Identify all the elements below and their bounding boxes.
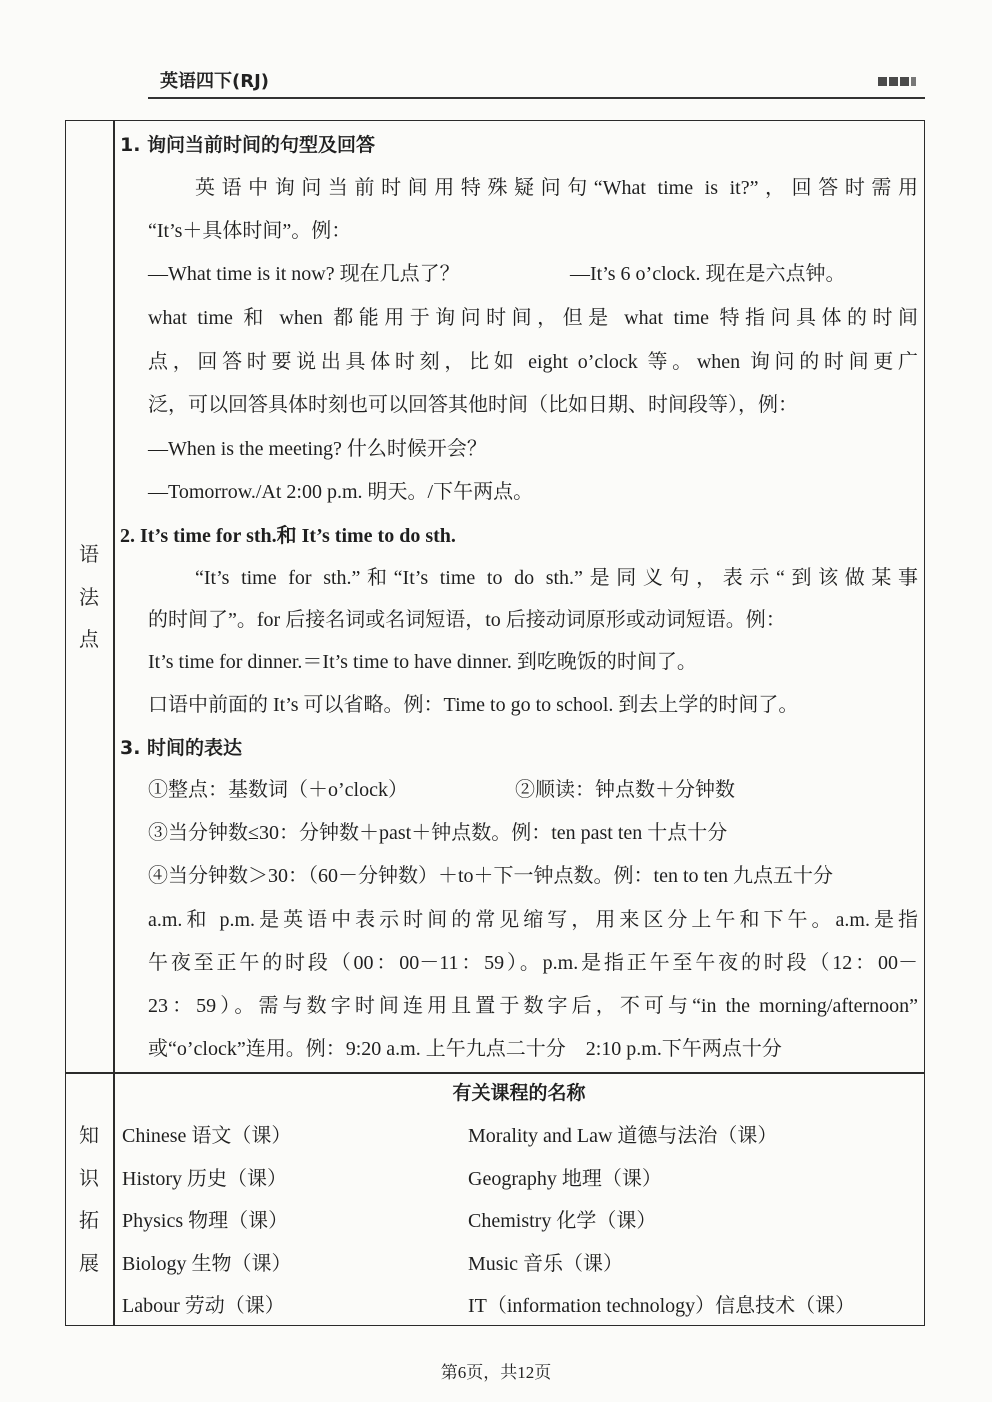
point1-intro-line: “It’s＋具体时间”。例： (148, 220, 352, 242)
grammar-side-label-char: 法 (79, 587, 99, 609)
grammar-side-label-char: 点 (79, 629, 99, 651)
point3-rule: ③当分钟数≤30：分钟数＋past＋钟点数。例：ten past ten 十点十分 (148, 822, 728, 844)
row-divider (65, 1072, 925, 1074)
header-square (900, 77, 909, 86)
grammar-side-label-char: 语 (79, 544, 99, 566)
course-item: Geography 地理（课） (468, 1168, 662, 1190)
point3-rule: ④当分钟数＞30：（60－分钟数）＋to＋下一钟点数。例：ten to ten 九点五十分 (148, 865, 833, 887)
header-rule (148, 97, 925, 99)
course-item: Chinese 语文（课） (122, 1125, 292, 1147)
course-item: Labour 劳动（课） (122, 1295, 285, 1317)
point2-line: It’s time for dinner.＝It’s time to have dinner. 到吃晚饭的时间了。 (148, 651, 697, 673)
extension-title: 有关课程的名称 (452, 1082, 586, 1104)
header-square (889, 77, 898, 86)
point2-line: “It’s time for sth.”和“It’s time to do sth.”是同义句，表示“到该做某事 (195, 567, 918, 589)
point3-note-line: a.m.和 p.m.是英语中表示时间的常见缩写，用来区分上午和下午。a.m.是指 (148, 909, 918, 931)
extension-side-label-char: 拓 (79, 1210, 99, 1232)
point1-note-line: 泛，可以回答具体时刻也可以回答其他时间（比如日期、时间段等），例： (148, 394, 798, 416)
point3-rule: ②顺读：钟点数＋分钟数 (515, 779, 735, 801)
header-square (878, 77, 887, 86)
book-title: 英语四下(RJ) (160, 71, 270, 92)
point1-example-answer: —It’s 6 o’clock. 现在是六点钟。 (570, 263, 846, 285)
point1-note-line: —Tomorrow./At 2:00 p.m. 明天。/下午两点。 (148, 481, 534, 503)
point1-example-question: —What time is it now? 现在几点了？ (148, 263, 460, 285)
point1-note-line: what time 和 when 都能用于询问时间，但是 what time 特指问具体的时间 (148, 307, 918, 329)
course-item: Physics 物理（课） (122, 1210, 289, 1232)
point3-note-line: 午夜至正午的时段（00：00－11：59）。p.m.是指正午至午夜的时段（12：00－ (148, 952, 918, 974)
header-decoration (878, 77, 916, 86)
course-item: IT（information technology）信息技术（课） (468, 1295, 856, 1317)
extension-side-label-char: 知 (79, 1125, 99, 1147)
point3-rule: ①整点：基数词（＋o’clock） (148, 779, 408, 801)
point3-heading: 3. 时间的表达 (120, 737, 243, 759)
extension-side-label-char: 展 (79, 1253, 99, 1275)
course-item: History 历史（课） (122, 1168, 287, 1190)
point1-note-line: 点，回答时要说出具体时刻，比如 eight o’clock 等。when 询问的时间更广 (148, 351, 918, 373)
point1-heading: 1. 询问当前时间的句型及回答 (120, 134, 376, 156)
extension-side-label-char: 识 (79, 1168, 99, 1190)
point1-intro-line: 英语中询问当前时间用特殊疑问句“What time is it?”，回答时需用 (195, 177, 918, 199)
point2-line: 的时间了”。for 后接名词或名词短语，to 后接动词原形或动词短语。例： (148, 609, 786, 631)
course-item: Music 音乐（课） (468, 1253, 623, 1275)
header-square (911, 77, 916, 86)
point1-note-line: —When is the meeting? 什么时候开会？ (148, 438, 487, 460)
point3-note-line: 或“o’clock”连用。例：9:20 a.m. 上午九点二十分 2:10 p.m.下午两点十分 (148, 1038, 782, 1060)
page-number: 第6页，共12页 (440, 1363, 552, 1382)
course-item: Biology 生物（课） (122, 1253, 292, 1275)
course-item: Morality and Law 道德与法治（课） (468, 1125, 778, 1147)
point2-heading: 2. It’s time for sth.和 It’s time to do sth. (120, 525, 456, 547)
course-item: Chemistry 化学（课） (468, 1210, 657, 1232)
point3-note-line: 23：59）。需与数字时间连用且置于数字后，不可与“in the morning/afternoon” (148, 995, 918, 1017)
label-column-divider (113, 120, 115, 1326)
point2-line: 口语中前面的 It’s 可以省略。例：Time to go to school. 到去上学的时间了。 (148, 694, 799, 716)
